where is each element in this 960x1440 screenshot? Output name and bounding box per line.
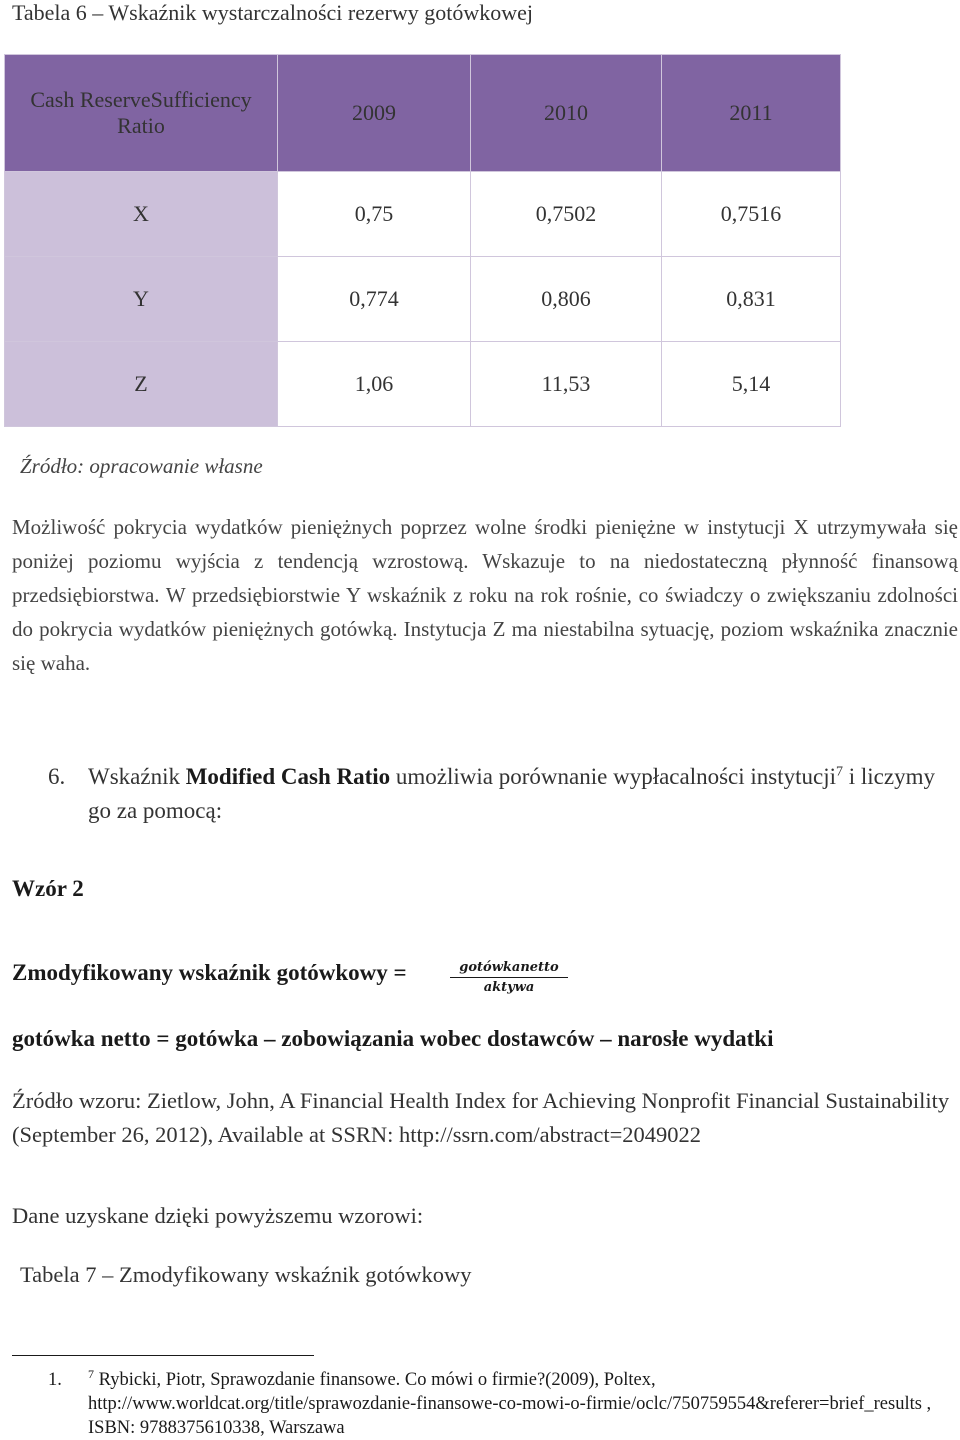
- table6-source: Źródło: opracowanie własne: [20, 454, 263, 478]
- row-label: Z: [5, 342, 278, 427]
- footnote-text: [88, 1368, 948, 1440]
- table-cell: 11,53: [471, 342, 662, 427]
- fraction-denominator: aktywa: [483, 980, 535, 995]
- table7-caption: Tabela 7 – Zmodyfikowany wskaźnik gotówkowy: [20, 1262, 472, 1287]
- footnote-divider: [12, 1355, 314, 1356]
- footnote-ref[interactable]: 7: [836, 764, 844, 780]
- list-number: 6.: [48, 764, 66, 789]
- footnote-mark: 7: [88, 1366, 94, 1381]
- cash-reserve-table: [4, 54, 841, 427]
- footnote-body: Rybicki, Piotr, Sprawozdanie finansowe. Co mówi o firmie?(2009), Poltex, http://www.worldcat.org/title/sprawozdanie-finansowe-co-mowi-o-firmie/oclc/750759554&referer=brief_results , ISBN: 9788375610338, Warszawa: [88, 1370, 932, 1438]
- table-cell: 0,831: [662, 257, 841, 342]
- table-row: [5, 342, 841, 427]
- analysis-paragraph: Możliwość pokrycia wydatków pieniężnych poprzez wolne środki pieniężne w instytucji X utrzymywała się poniżej poziomu wyjścia z tendencją wzrostową. Wskazuje to na niedostateczną płynność finansową przedsiębiorstwa. W przedsiębiorstwie Y wskaźnik z roku na rok rośnie, co świadczy o zwiększaniu zdolności do pokrycia wydatków pieniężnych gotówką. Instytucja Z ma niestabilna sytuację, poziom wskaźnika znacznie się waha.: [12, 515, 958, 675]
- table-row: [5, 257, 841, 342]
- table-cell: 0,7516: [662, 172, 841, 257]
- formula-heading: Wzór 2: [12, 876, 84, 901]
- table-cell: 0,7502: [471, 172, 662, 257]
- footnote-number: 1.: [48, 1370, 62, 1390]
- netto-definition: gotówka netto = gotówka – zobowiązania wobec dostawców – narosłe wydatki: [12, 1026, 774, 1051]
- table6-caption: Tabela 6 – Wskaźnik wystarczalności rezerwy gotówkowej: [12, 0, 533, 25]
- header-cell: 2009: [278, 55, 471, 172]
- formula-source: Źródło wzoru: Zietlow, John, A Financial Health Index for Achieving Nonprofit Financial Sustainability (September 26, 2012), Available at SSRN: http://ssrn.com/abstract=2049022: [12, 1088, 950, 1147]
- text-middle: umożliwia porównanie wypłacalności instytucji: [390, 764, 837, 789]
- table-cell: 0,75: [278, 172, 471, 257]
- formula-line: [12, 960, 559, 995]
- header-cell: 2010: [471, 55, 662, 172]
- table-cell: 1,06: [278, 342, 471, 427]
- list-text: [88, 760, 958, 828]
- table-cell: 0,774: [278, 257, 471, 342]
- header-cell: 2011: [662, 55, 841, 172]
- table-cell: 0,806: [471, 257, 662, 342]
- table-row: [5, 172, 841, 257]
- header-cell: Cash ReserveSufficiency Ratio: [5, 55, 278, 172]
- table-cell: 5,14: [662, 342, 841, 427]
- formula-label: Zmodyfikowany wskaźnik gotówkowy =: [12, 960, 407, 985]
- fraction-numerator: gotówkanetto: [450, 960, 568, 978]
- row-label: X: [5, 172, 278, 257]
- text-after: i liczymy go za pomocą:: [88, 764, 935, 823]
- formula-fraction: [450, 960, 568, 995]
- row-label: Y: [5, 257, 278, 342]
- table-header-row: [5, 55, 841, 172]
- text-before: Wskaźnik: [88, 764, 186, 789]
- bold-term: Modified Cash Ratio: [185, 764, 391, 789]
- data-intro: Dane uzyskane dzięki powyższemu wzorowi:: [12, 1203, 424, 1228]
